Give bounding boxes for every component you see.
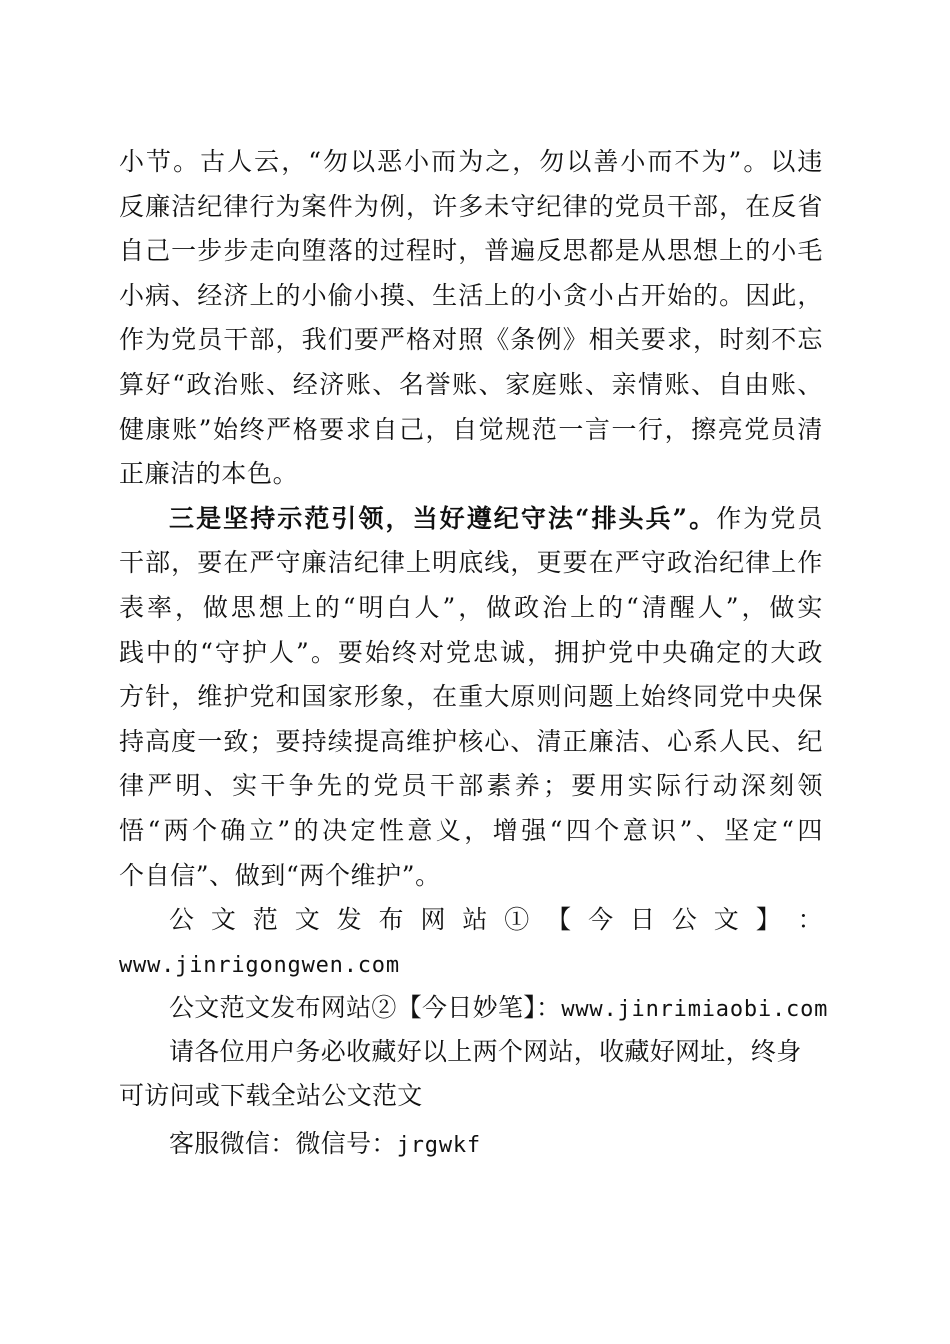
text-line: 小病、经济上的小偷小摸、生活上的小贪小占开始的。因此，	[119, 280, 823, 310]
text-line: 自己一步步走向堕落的过程时，普遍反思都是从思想上的小毛	[119, 236, 823, 266]
site2-url: www.jinrimiaobi.com	[561, 997, 829, 1022]
notice-line-2: 可访问或下载全站公文范文	[119, 1081, 423, 1110]
site1-url-line	[119, 942, 823, 986]
text-line: 表率，做思想上的“明白人”，做政治上的“清醒人”，做实	[119, 592, 823, 622]
site2-line	[119, 986, 829, 1030]
notice-line-1: 请各位用户务必收藏好以上两个网站，收藏好网址，终身	[169, 1037, 802, 1066]
text-line-first	[119, 497, 823, 542]
paragraph-text: 作为党员	[716, 503, 823, 533]
text-line: 律严明、实干争先的党员干部素养；要用实际行动深刻领	[119, 771, 823, 801]
text-line: 反廉洁纪律行为案件为例，许多未守纪律的党员干部，在反省	[119, 191, 823, 221]
text-line: 方针，维护党和国家形象，在重大原则问题上始终同党中央保	[119, 682, 823, 712]
paragraph-heading: 三是坚持示范引领，当好遵纪守法“排头兵”。	[169, 503, 717, 533]
service-line	[119, 1122, 823, 1166]
service-id: jrgwkf	[396, 1133, 481, 1158]
text-line: 悟“两个确立”的决定性意义，增强“四个意识”、坚定“四	[119, 815, 823, 845]
site2-label: 公文范文发布网站②【今日妙笔】：	[169, 993, 562, 1022]
text-line: 正廉洁的本色。	[119, 459, 299, 489]
text-line: 持高度一致；要持续提高维护核心、清正廉洁、心系人民、纪	[119, 726, 823, 756]
text-line: 算好“政治账、经济账、名誉账、家庭账、亲情账、自由账、	[119, 369, 823, 399]
text-line: 作为党员干部，我们要严格对照《条例》相关要求，时刻不忘	[119, 325, 823, 355]
footer-notice	[119, 898, 829, 1166]
site1-label: 公 文 范 文 发 布 网 站 ① 【 今 日 公 文 】 ：	[169, 905, 823, 934]
body-text	[119, 140, 823, 898]
site1-url: www.jinrigongwen.com	[119, 953, 400, 978]
text-line: 个自信”、做到“两个维护”。	[119, 860, 441, 890]
text-line: 干部，要在严守廉洁纪律上明底线，更要在严守政治纪律上作	[119, 548, 823, 578]
text-line: 健康账”始终严格要求自己，自觉规范一言一行，擦亮党员清	[119, 414, 823, 444]
paragraph-2	[119, 497, 823, 898]
paragraph-1	[119, 140, 823, 497]
service-label: 客服微信：微信号：	[169, 1129, 397, 1158]
text-line: 践中的“守护人”。要始终对党忠诚，拥护党中央确定的大政	[119, 637, 823, 667]
text-line: 小节。古人云，“勿以恶小而为之，勿以善小而不为”。以违	[119, 147, 823, 176]
